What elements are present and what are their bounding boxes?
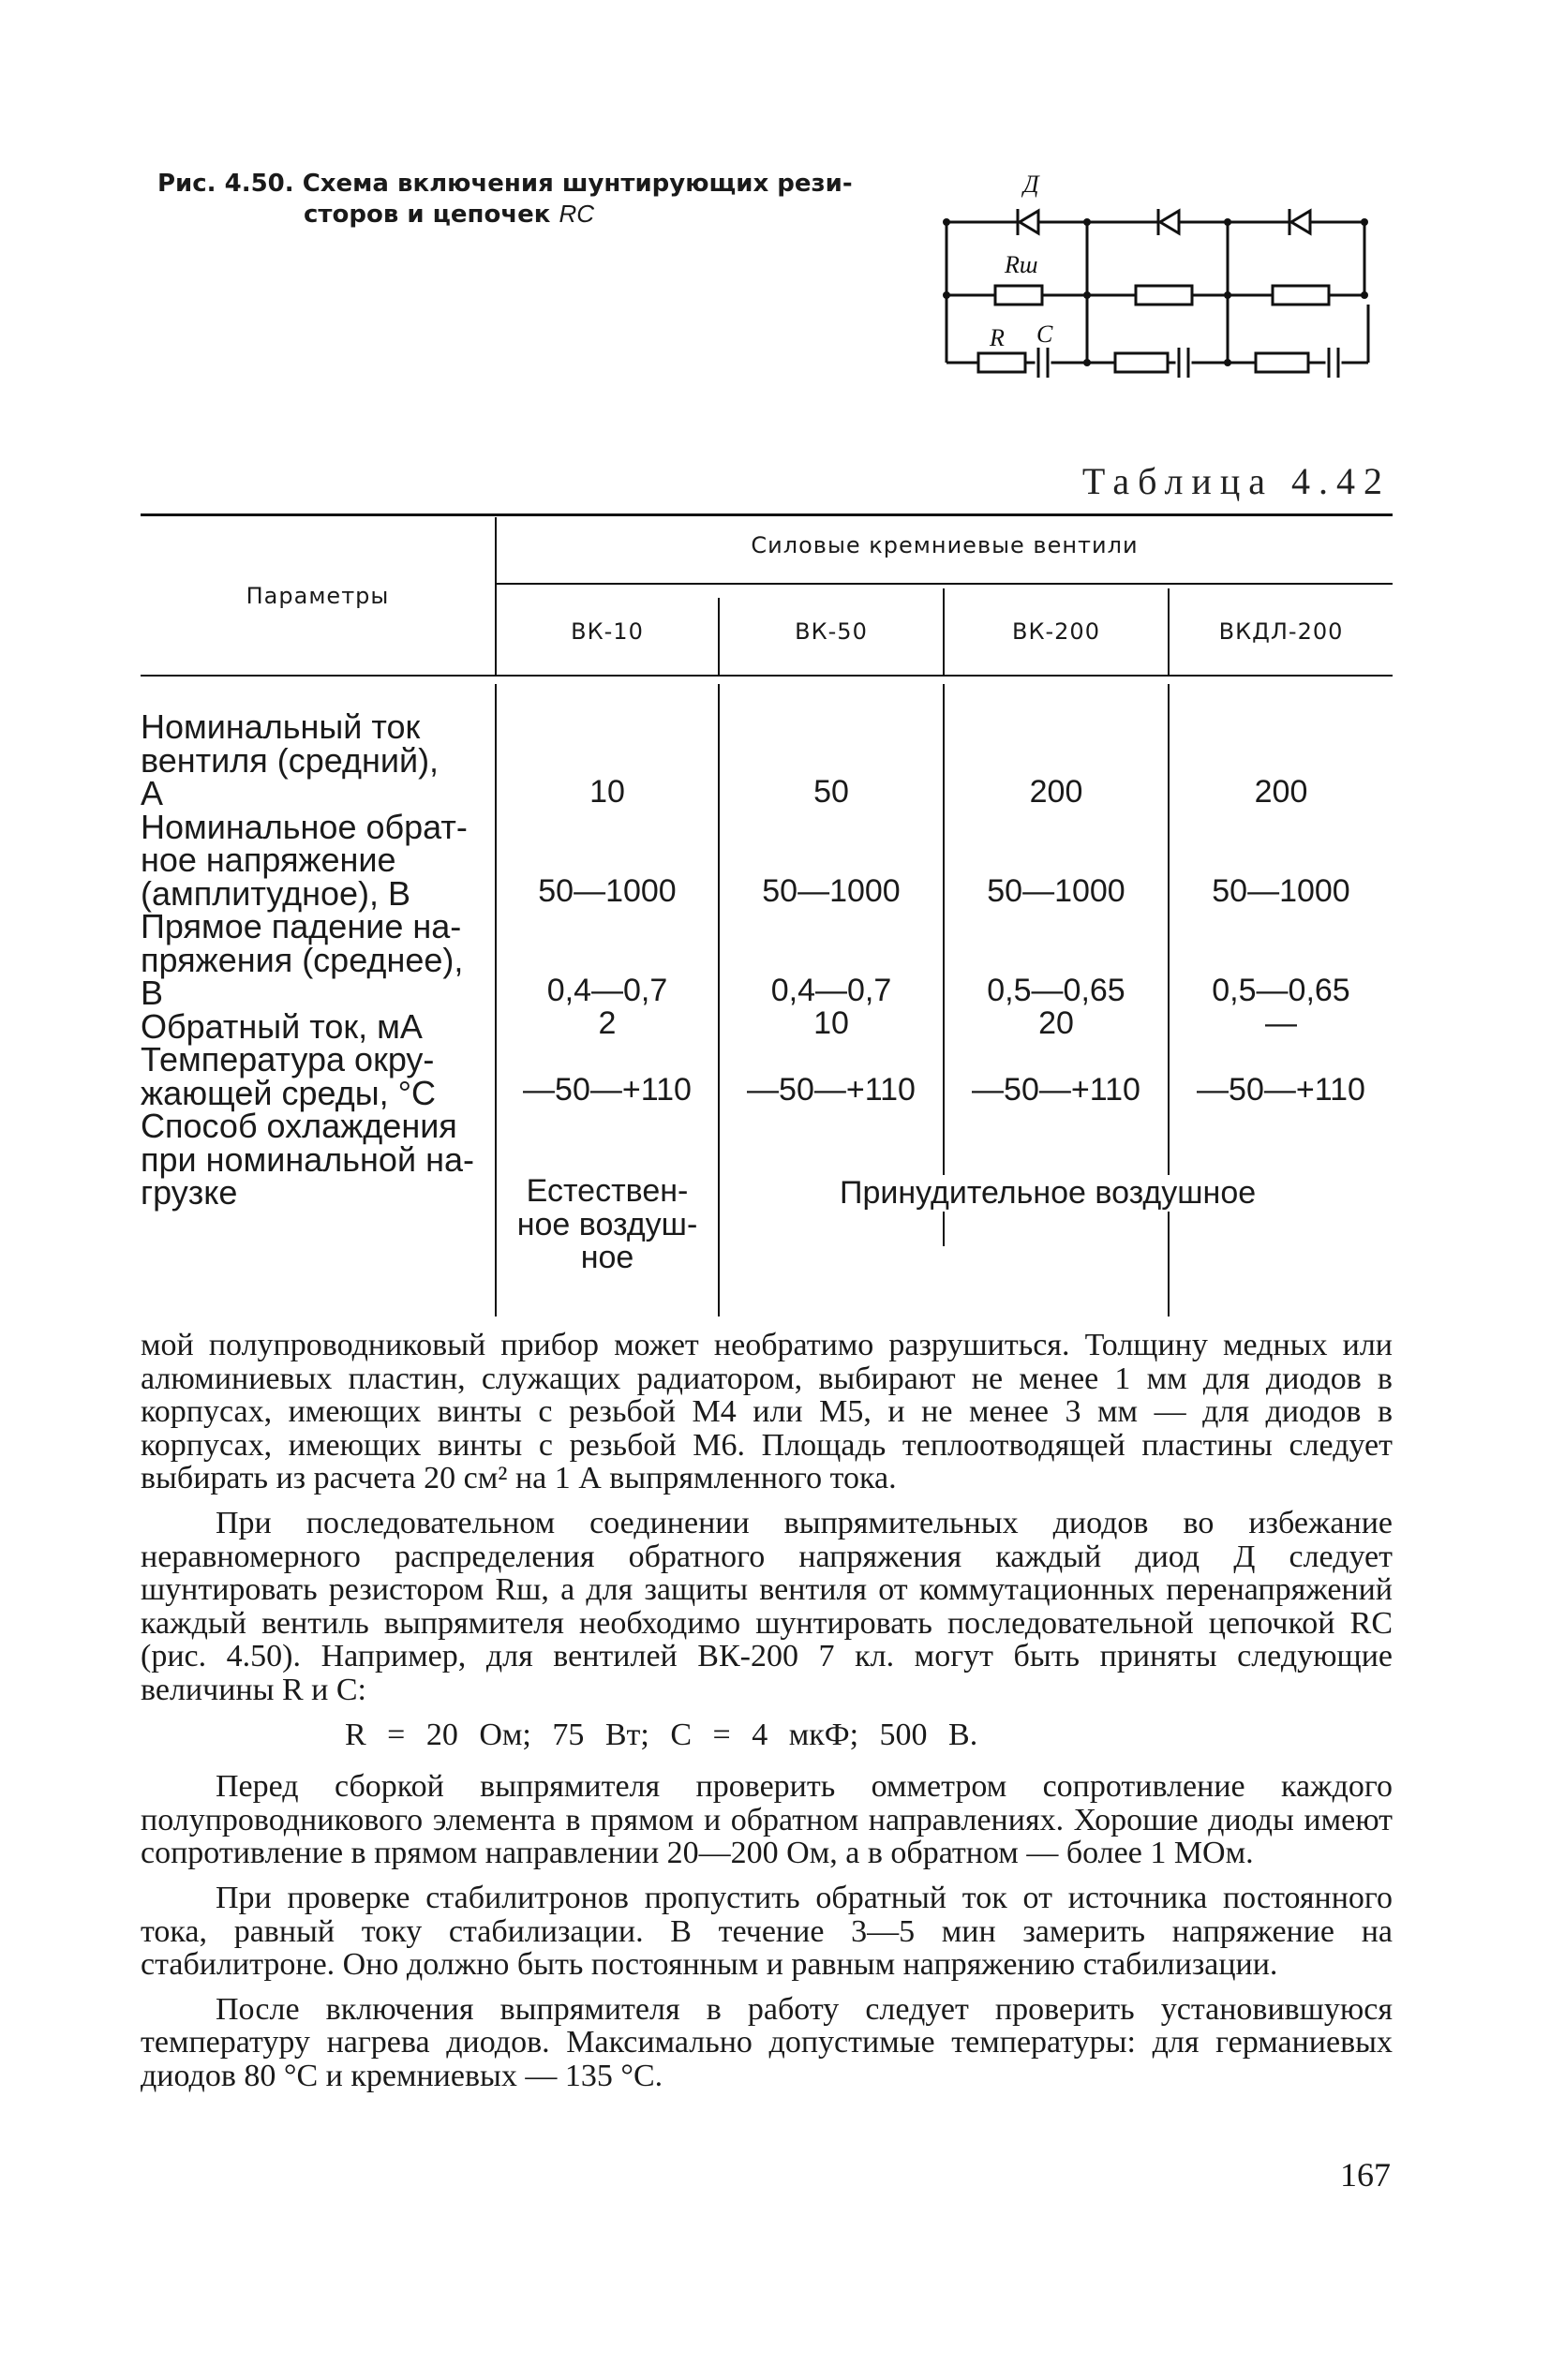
cell-cooling-natural [497,1175,718,1275]
specs-table [141,513,1393,1317]
cell-drop-vk50: 0,4—0,7 [770,973,892,1008]
table-top-rule [141,513,1393,516]
cell-temp-vk50: —50—+110 [747,1072,916,1108]
param-line: при номинальной на- [141,1139,474,1179]
parameter-names [141,707,476,1212]
header-col-vk50: ВК-50 [795,618,868,645]
caption-line-1: Рис. 4.50. Схема включения шунтирующих рези- [157,170,853,198]
figure-caption [157,169,870,230]
shunt-resistor-3 [1273,286,1329,305]
cell-voltage-vk50: 50—1000 [762,873,901,909]
cell-temp-vk10: —50—+110 [523,1072,692,1108]
label-c: C [1036,320,1053,348]
param-line: (амплитудное), В [141,873,410,913]
rc-resistor-1 [978,353,1025,372]
cell-voltage-vk200: 50—1000 [987,873,1125,909]
cell-revcur-vk10: 2 [598,1005,617,1041]
cell-voltage-vk10: 50—1000 [538,873,677,909]
param-line: Прямое падение на- [141,907,462,945]
table-group-rule [497,583,1393,585]
paragraph-2: При последовательном соединении выпрямительных диодов во избежание неравномерного распределения обратного напряжения каждый диод Д следует шунтировать резистором Rш, а для защиты вентиля от коммутационных перенапряжений каждый вентиль выпрямителя необходимо шунтировать последовательной цепочкой RC (рис. 4.50). Например, для вентилей ВК-200 7 кл. могут быть приняты следующие величины R и C: [141,1505,1393,1707]
param-line: В [141,974,164,1012]
cell-current-vk50: 50 [813,774,849,810]
cell-cooling-forced: Принудительное воздушное [834,1175,1261,1212]
body-text [141,1329,1393,2104]
cooling-natural-line: Естествен- [526,1173,689,1209]
cell-drop-vkdl200: 0,5—0,65 [1212,973,1350,1008]
param-line: Обратный ток, мА [141,1006,423,1046]
param-line: Способ охлаждения [141,1107,457,1145]
caption-line-2-text: сторов и цепочек [304,201,559,229]
label-r: R [990,324,1005,351]
param-line: Температура окру- [141,1040,435,1078]
header-col-vk200: ВК-200 [1012,618,1100,645]
cell-temp-vk200: —50—+110 [972,1072,1140,1108]
diode-2 [1158,209,1179,235]
rc-resistor-3 [1256,353,1308,372]
param-line: пряжения (среднее), [141,940,464,979]
cell-revcur-vk200: 20 [1038,1005,1074,1041]
page-number: 167 [1340,2156,1391,2194]
cell-drop-vk200: 0,5—0,65 [987,973,1125,1008]
caption-rc: RC [559,200,595,228]
cell-temp-vkdl200: —50—+110 [1197,1072,1365,1108]
cell-voltage-vkdl200: 50—1000 [1212,873,1350,909]
cooling-natural-line: ное [580,1240,634,1275]
shunt-resistor-2 [1136,286,1192,305]
cell-revcur-vk50: 10 [813,1005,849,1041]
table-title: Таблица 4.42 [1081,460,1391,502]
label-rsh: Rш [1005,251,1038,278]
param-line: ное напряжение [141,840,396,879]
diode-3 [1289,209,1310,235]
param-line: Номинальное обрат- [141,807,468,846]
header-group: Силовые кремниевые вентили [751,532,1139,558]
param-line: жающей среды, °С [141,1073,436,1112]
label-diode: Д [1023,171,1039,198]
diode-1 [1018,209,1038,235]
caption-line-2 [157,199,870,230]
cell-drop-vk10: 0,4—0,7 [546,973,668,1008]
param-line: вентиля (средний), [141,740,440,780]
formula: R = 20 Ом; 75 Вт; C = 4 мкФ; 500 В. [345,1717,978,1752]
shunt-resistor-1 [995,286,1042,305]
header-parameters: Параметры [246,583,390,609]
circuit-diagram [918,164,1406,417]
cell-revcur-vkdl200: — [1265,1005,1297,1041]
paragraph-1: мой полупроводниковый прибор может необратимо разрушиться. Толщину медных или алюминиевых пластин, служащих радиатором, выбирают не менее 1 мм для диодов в корпусах, имеющих винты с резьбой М4 или М5, и не менее 3 мм — для диодов в корпусах, имеющих винты с резьбой М6. Площадь теплоотводящей пластины следует выбирать из расчета 20 см² на 1 А выпрямленного тока. [141,1328,1393,1496]
cell-current-vk10: 10 [589,774,625,810]
table-header-rule [141,675,1393,677]
header-col-vkdl200: ВКДЛ-200 [1218,618,1344,645]
header-col-vk10: ВК-10 [571,618,644,645]
param-line: Номинальный ток [141,707,421,746]
paragraph-3: Перед сборкой выпрямителя проверить омметром сопротивление каждого полупроводникового элемента в прямом и обратном направлениях. Хорошие диоды имеют сопротивление в прямом направлении 20—200 Ом, а в обратном — более 1 МОм. [141,1769,1393,1871]
rc-resistor-2 [1115,353,1168,372]
param-line: А [141,774,164,812]
paragraph-5: После включения выпрямителя в работу следует проверить установившуюся температуру нагрева диодов. Максимально допустимые температуры: для германиевых диодов 80 °С и кремниевых — 135 °С. [141,1991,1393,2093]
paragraph-4: При проверке стабилитронов пропустить обратный ток от источника постоянного тока, равный току стабилизации. В течение 3—5 мин замерить напряжение на стабилитроне. Оно должно быть постоянным и равным напряжению стабилизации. [141,1880,1393,1983]
cell-current-vk200: 200 [1029,774,1083,810]
cooling-natural-line: ное воздуш- [516,1206,698,1242]
param-line: грузке [141,1173,238,1212]
cell-current-vkdl200: 200 [1254,774,1308,810]
